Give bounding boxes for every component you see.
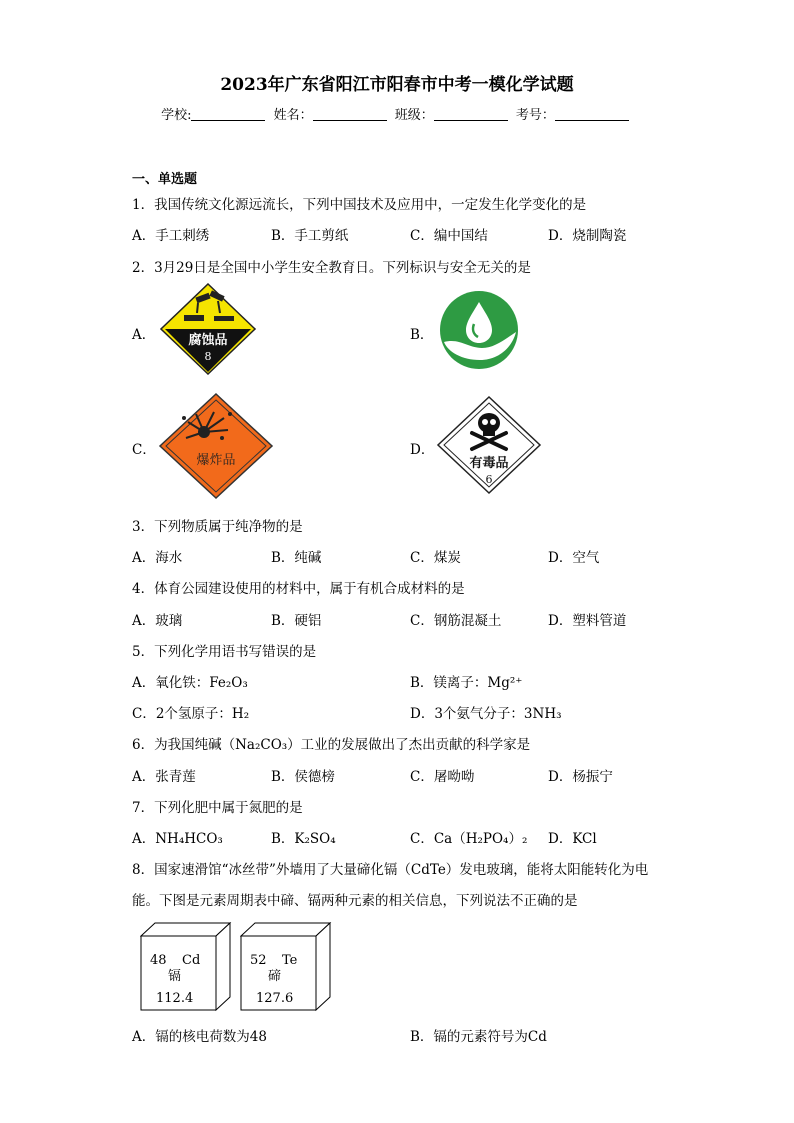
q5-option-d[interactable]: D．3个氨气分子：3NH₃ bbox=[410, 706, 562, 722]
q4-option-c[interactable]: C．钢筋混凝土 bbox=[410, 613, 502, 629]
section-heading: 一、单选题 bbox=[132, 172, 198, 187]
school-label: 学校: bbox=[161, 108, 192, 123]
q4-option-b[interactable]: B．硬铝 bbox=[271, 613, 322, 629]
water-saving-sign-icon bbox=[438, 290, 520, 370]
question-1-stem: 1．我国传统文化源远流长，下列中国技术及应用中，一定发生化学变化的是 bbox=[132, 197, 587, 213]
q4-option-d[interactable]: D．塑料管道 bbox=[548, 613, 627, 629]
toxic-sign-number: 6 bbox=[485, 473, 493, 486]
question-3-stem: 3．下列物质属于纯净物的是 bbox=[132, 519, 303, 535]
page-title: 2023年广东省阳江市阳春市中考一模化学试题 bbox=[220, 75, 574, 95]
corrosive-sign-label: 腐蚀品 bbox=[188, 333, 228, 348]
q2-option-b[interactable]: B． bbox=[410, 327, 434, 343]
number-blank[interactable] bbox=[555, 107, 629, 121]
q1-option-d[interactable]: D．烧制陶瓷 bbox=[548, 228, 627, 244]
toxic-sign-label: 有毒品 bbox=[469, 456, 509, 471]
q6-option-c[interactable]: C．屠呦呦 bbox=[410, 769, 475, 785]
q3-option-b[interactable]: B．纯碱 bbox=[271, 550, 322, 566]
question-8-stem-continued: 能。下图是元素周期表中碲、镉两种元素的相关信息，下列说法不正确的是 bbox=[132, 893, 578, 909]
element-card-cd bbox=[140, 922, 232, 1012]
cd-atomic-mass: 112.4 bbox=[156, 991, 194, 1006]
school-blank[interactable] bbox=[191, 107, 265, 121]
q1-option-c[interactable]: C．编中国结 bbox=[410, 228, 488, 244]
explosive-sign-label: 爆炸品 bbox=[196, 453, 236, 468]
cd-name: 镉 bbox=[168, 969, 182, 984]
q1-option-a[interactable]: A．手工刺绣 bbox=[132, 228, 210, 244]
q4-option-a[interactable]: A．玻璃 bbox=[132, 613, 183, 629]
q2-option-c[interactable]: C． bbox=[132, 442, 156, 458]
q8-option-a[interactable]: A．镉的核电荷数为48 bbox=[132, 1029, 267, 1045]
q7-option-d[interactable]: D．KCl bbox=[548, 831, 597, 847]
q2-option-a[interactable]: A． bbox=[132, 327, 156, 343]
student-info-line bbox=[0, 104, 794, 123]
q7-option-a[interactable]: A．NH₄HCO₃ bbox=[132, 831, 223, 847]
q6-option-b[interactable]: B．侯德榜 bbox=[271, 769, 335, 785]
q1-option-b[interactable]: B．手工剪纸 bbox=[271, 228, 349, 244]
te-atomic-mass: 127.6 bbox=[256, 991, 294, 1006]
corrosive-sign-icon bbox=[160, 283, 256, 375]
te-name: 碲 bbox=[268, 969, 282, 984]
question-4-stem: 4．体育公园建设使用的材料中，属于有机合成材料的是 bbox=[132, 581, 465, 597]
question-6-stem: 6．为我国纯碱（Na₂CO₃）工业的发展做出了杰出贡献的科学家是 bbox=[132, 737, 531, 753]
toxic-sign-icon bbox=[436, 395, 542, 495]
q2-option-d[interactable]: D． bbox=[410, 442, 435, 458]
question-7-stem: 7．下列化肥中属于氮肥的是 bbox=[132, 800, 303, 816]
q3-option-c[interactable]: C．煤炭 bbox=[410, 550, 461, 566]
te-atomic-number: 52 bbox=[250, 953, 267, 968]
cd-symbol: Cd bbox=[182, 953, 201, 968]
question-5-stem: 5．下列化学用语书写错误的是 bbox=[132, 644, 317, 660]
corrosive-sign-number: 8 bbox=[204, 350, 212, 363]
element-card-te bbox=[240, 922, 332, 1012]
q5-option-c[interactable]: C．2个氢原子：H₂ bbox=[132, 706, 250, 722]
q8-option-b[interactable]: B．镉的元素符号为Cd bbox=[410, 1029, 547, 1045]
q7-option-c[interactable]: C．Ca（H₂PO₄）₂ bbox=[410, 831, 528, 847]
q6-option-d[interactable]: D．杨振宁 bbox=[548, 769, 613, 785]
q6-option-a[interactable]: A．张青莲 bbox=[132, 769, 196, 785]
te-symbol: Te bbox=[282, 953, 298, 968]
q3-option-d[interactable]: D．空气 bbox=[548, 550, 600, 566]
name-blank[interactable] bbox=[313, 107, 387, 121]
explosive-sign-icon bbox=[158, 392, 274, 500]
q5-option-a[interactable]: A．氧化铁：Fe₂O₃ bbox=[132, 675, 248, 691]
cd-atomic-number: 48 bbox=[150, 953, 167, 968]
q5-option-b[interactable]: B．镁离子：Mg²⁺ bbox=[410, 675, 523, 691]
class-blank[interactable] bbox=[434, 107, 508, 121]
question-8-stem: 8．国家速滑馆“冰丝带”外墙用了大量碲化镉（CdTe）发电玻璃，能将太阳能转化为电 bbox=[132, 862, 649, 878]
q3-option-a[interactable]: A．海水 bbox=[132, 550, 183, 566]
question-2-stem: 2．3月29日是全国中小学生安全教育日。下列标识与安全无关的是 bbox=[132, 260, 531, 276]
name-label: 姓名： bbox=[273, 108, 313, 123]
q7-option-b[interactable]: B．K₂SO₄ bbox=[271, 831, 336, 847]
number-label: 考号： bbox=[515, 108, 555, 123]
class-label: 班级： bbox=[394, 108, 434, 123]
